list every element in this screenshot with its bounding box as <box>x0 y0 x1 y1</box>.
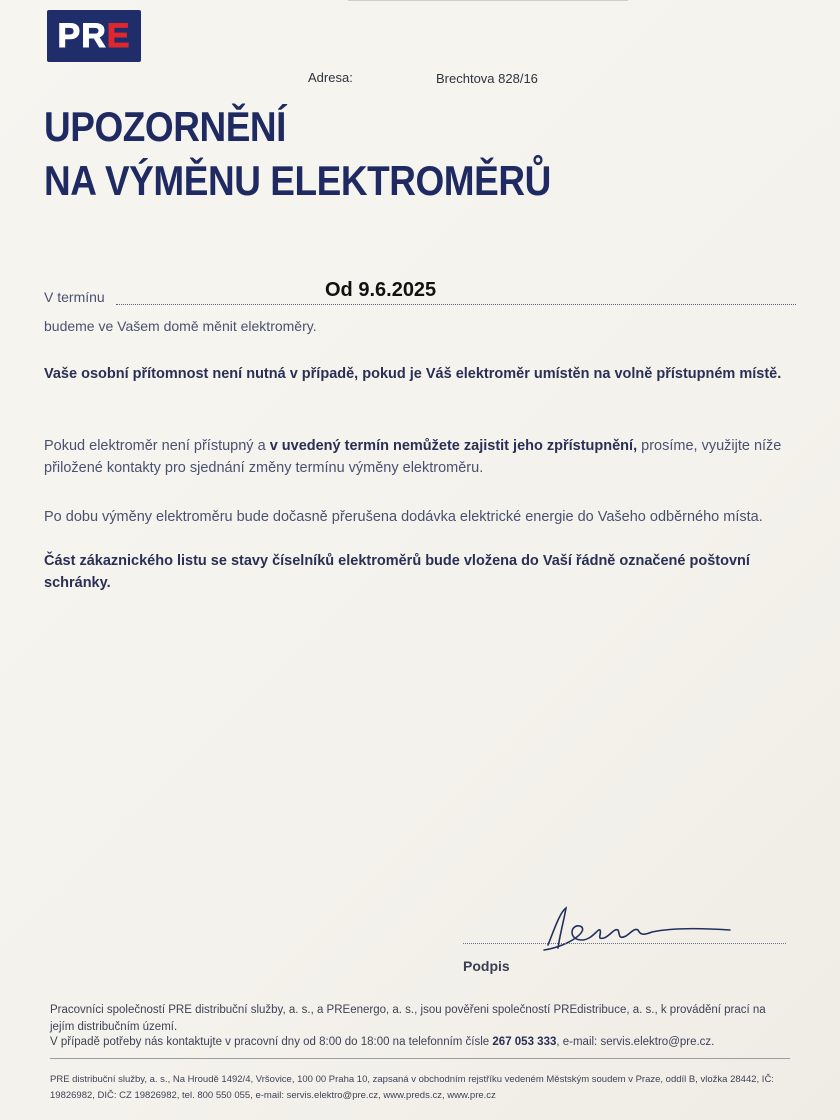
paper-fold <box>348 0 628 5</box>
signature-label: Podpis <box>463 958 510 974</box>
footer-contact <box>50 1036 790 1048</box>
footer-contact-b: , e-mail: servis.elektro@pre.cz. <box>556 1036 715 1048</box>
footer-divider <box>50 1058 790 1059</box>
term-dotted-line <box>116 304 796 305</box>
outage-paragraph: Po dobu výměny elektroměru bude dočasně přerušena dodávka elektrické energie do Vašeho odběrného místa. <box>44 509 763 525</box>
term-label: V termínu <box>44 289 105 305</box>
term-date: Od 9.6.2025 <box>325 279 437 301</box>
access-text-a: Pokud elektroměr není přístupný a <box>44 438 270 454</box>
title-line-1: UPOZORNĚNÍ <box>44 103 287 150</box>
title-line-2: NA VÝMĚNU ELEKTROMĚRŮ <box>44 157 551 204</box>
access-text-c: prosíme, využijte níže přiložené kontakty pro sjednání změny termínu výměny elektroměru. <box>44 438 782 476</box>
footer-contact-a: V případě potřeby nás kontaktujte v pracovní dny od 8:00 do 18:00 na telefonním čísle <box>50 1036 493 1048</box>
footer-workers: Pracovníci společností PRE distribuční služby, a. s., a PREenergo, a. s., jsou pověřeni společností PREdistribuce, a. s., k provádění prací na jejím distribučním území. <box>50 1004 766 1033</box>
address-label: Adresa: <box>308 70 353 85</box>
pre-logo <box>47 10 141 62</box>
mailbox-paragraph: Část zákaznického listu se stavy číselníků elektroměrů bude vložena do Vaší řádně označené poštovní schránky. <box>44 553 750 591</box>
page-title <box>44 100 590 208</box>
term-continuation: budeme ve Vašem domě měnit elektroměry. <box>44 318 317 334</box>
presence-paragraph: Vaše osobní přítomnost není nutná v případě, pokud je Váš elektroměr umístěn na volně přístupném místě. <box>44 366 782 382</box>
address-value: Brechtova 828/16 <box>436 71 538 86</box>
footer-phone: 267 053 333 <box>492 1036 557 1048</box>
logo-text-main: PR <box>57 17 107 55</box>
signature-icon <box>540 900 740 960</box>
logo-text-accent: E <box>106 17 131 55</box>
access-paragraph <box>44 435 800 479</box>
access-text-bold: v uvedený termín nemůžete zajistit jeho zpřístupnění, <box>269 438 638 454</box>
signature-line <box>463 943 786 944</box>
footer-legal: PRE distribuční služby, a. s., Na Hroudě 1492/4, Vršovice, 100 00 Praha 10, zapsaná v obchodním rejstříku vedeném Městským soudem v Praze, oddíl B, vložka 28442, IČ: 19826982, DIČ: CZ 19826982, tel. 800 550 055, e-mail: servis.elektro@pre.cz, www.preds.cz, www.pre.cz <box>50 1074 774 1101</box>
